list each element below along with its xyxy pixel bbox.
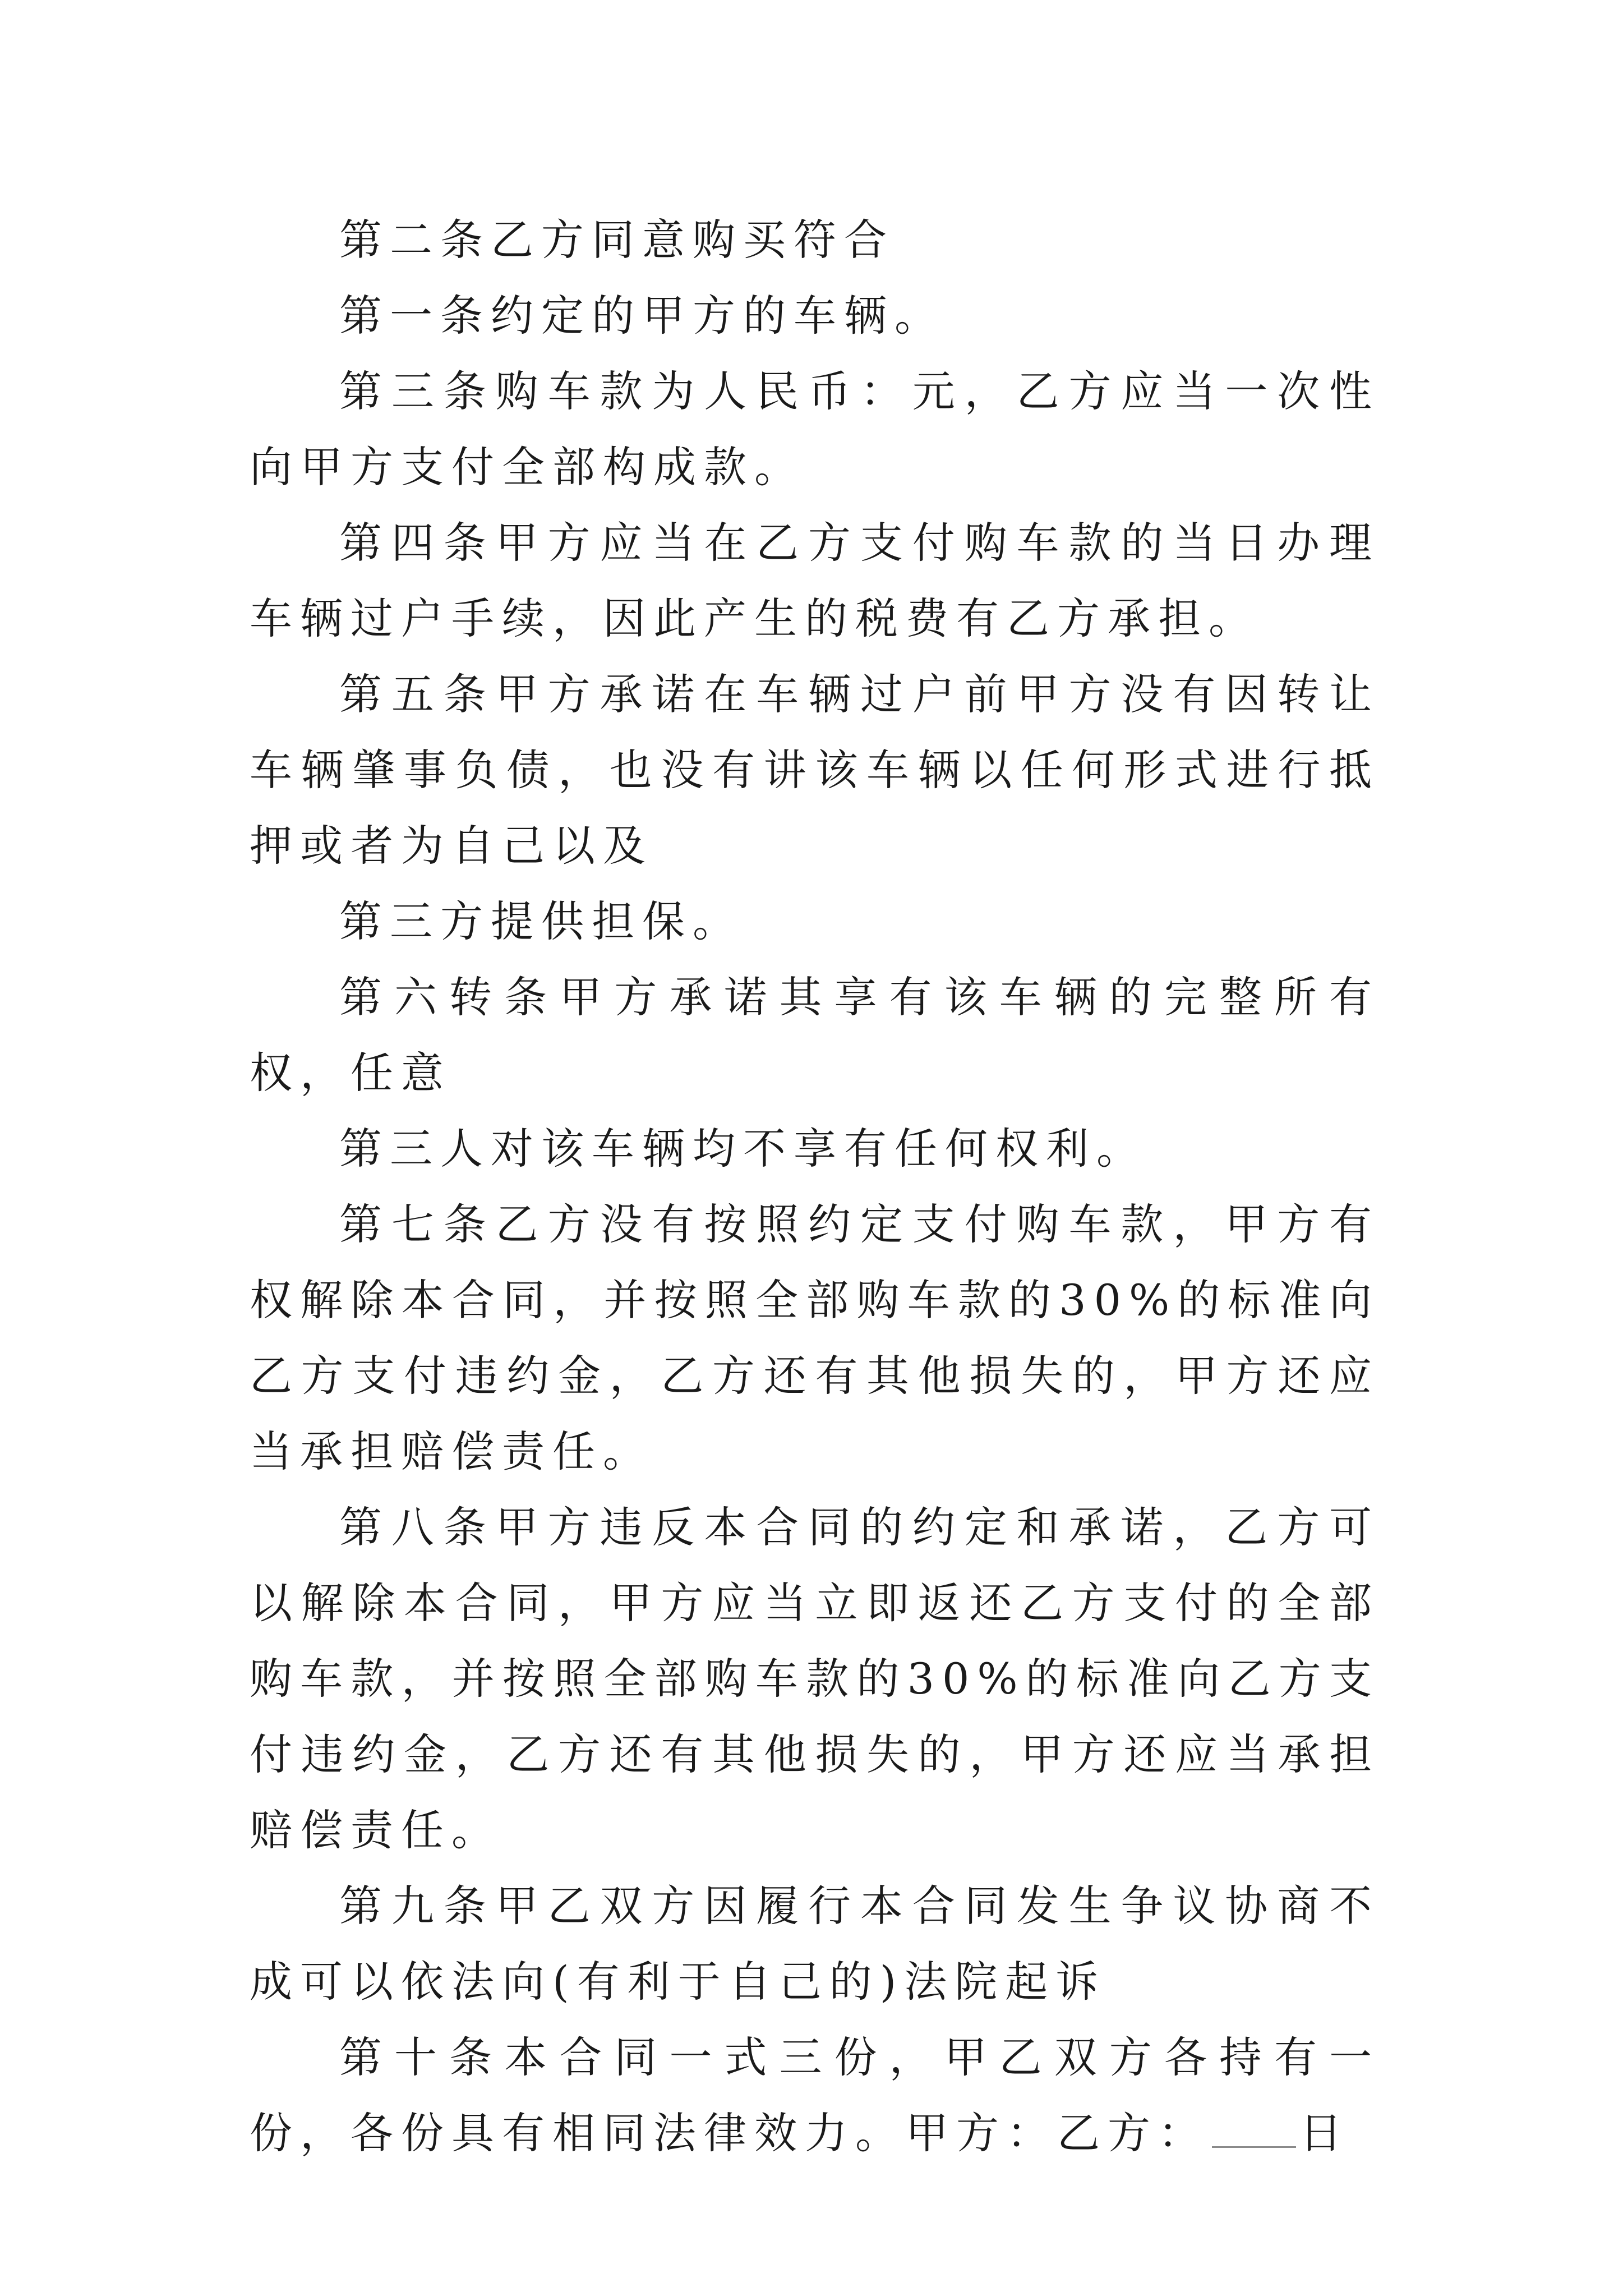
paragraph-clause-6: 第六转条甲方承诺其享有该车辆的完整所有权，任意 [250,972,1380,1098]
paragraph-clause-1-ref: 第一条约定的甲方的车辆。 [339,291,945,341]
paragraph-clause-6-cont: 第三人对该车辆均不享有任何权利。 [339,1124,1147,1174]
paragraph-clause-3: 第三条购车款为人民币：元，乙方应当一次性向甲方支付全部构成款。 [250,366,1380,492]
paragraph-clause-5: 第五条甲方承诺在车辆过户前甲方没有因转让车辆肇事负债，也没有讲该车辆以任何形式进行抵押或者为自己以及 [250,669,1380,871]
paragraph-clause-2: 第二条乙方同意购买符合 [339,215,895,265]
date-day-suffix: 日 [1299,2108,1350,2158]
contract-body [250,202,1380,2171]
paragraph-clause-7: 第七条乙方没有按照约定支付购车款，甲方有权解除本合同，并按照全部购车款的30%的标准向乙方支付违约金，乙方还有其他损失的，甲方还应当承担赔偿责任。 [250,1199,1380,1476]
paragraph-clause-9: 第九条甲乙双方因履行本合同发生争议协商不成可以依法向(有利于自己的)法院起诉 [250,1881,1380,2007]
clause-10-text: 第十条本合同一式三份，甲乙双方各持有一份，各份具有相同法律效力。甲方：乙方： [250,2032,1380,2158]
paragraph-clause-5-cont: 第三方提供担保。 [339,896,743,946]
paragraph-clause-10 [250,2019,1380,2171]
paragraph-clause-4: 第四条甲方应当在乙方支付购车款的当日办理车辆过户手续，因此产生的税费有乙方承担。 [250,518,1380,643]
date-blank-line [1212,2113,1296,2148]
paragraph-clause-8: 第八条甲方违反本合同的约定和承诺，乙方可以解除本合同，甲方应当立即返还乙方支付的全部购车款，并按照全部购车款的30%的标准向乙方支付违约金，乙方还有其他损失的，甲方还应当承担赔偿责任。 [250,1502,1380,1855]
